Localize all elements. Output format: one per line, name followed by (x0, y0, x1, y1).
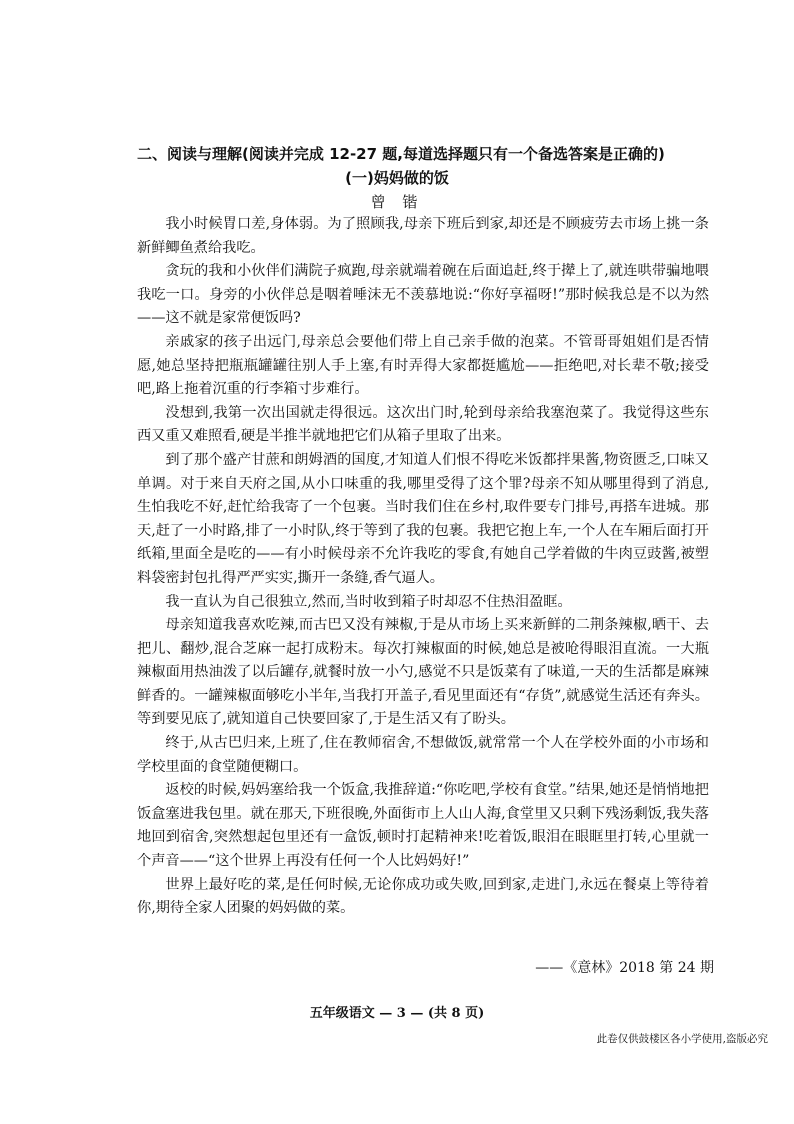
paragraph-1: 我小时候胃口差,身体弱。为了照顾我,母亲下班后到家,却还是不顾疲劳去市场上挑一条新鲜鲫鱼煮给我吃。 (137, 216, 709, 256)
page-number: 五年级语文 — 3 — (共 8 页) (309, 1006, 485, 1021)
paragraph-7: 母亲知道我喜欢吃辣,而古巴又没有辣椒,于是从市场上买来新鲜的二荆条辣椒,晒干、去把儿、翻炒,混合芝麻一起打成粉末。每次打辣椒面的时候,她总是被呛得眼泪直流。一大瓶辣椒面用热油泼了以后罐存,就餐时放一小勺,感觉不只是饭菜有了味道,一天的生活都是麻辣鲜香的。一罐辣椒面够吃小半年,当我打开盖子,看见里面还有“存货”,就感觉生活还有奔头。等到要见底了,就知道自己快要回家了,于是生活又有了盼头。 (137, 617, 709, 728)
paragraph-9: 返校的时候,妈妈塞给我一个饭盒,我推辞道:“你吃吧,学校有食堂。”结果,她还是悄悄地把饭盒塞进我包里。就在那天,下班很晚,外面街市上人山人海,食堂里又只剩下残汤剩饭,我失落地回到宿舍,突然想起包里还有一盒饭,顿时打起精神来!吃着饭,眼泪在眼眶里打转,心里就一个声音——“这个世界上再没有任何一个人比妈妈好!” (137, 782, 709, 870)
paragraph-5: 到了那个盛产甘蔗和朗姆酒的国度,才知道人们恨不得吃米饭都拌果酱,物资匮乏,口味又单调。对于来自天府之国,从小口味重的我,哪里受得了这个罪?母亲不知从哪里得到了消息,生怕我吃不好,赶忙给我寄了一个包裹。当时我们住在乡村,取件要专门排号,再搭车进城。那天,赶了一小时路,排了一小时队,终于等到了我的包裹。我把它抱上车,一个人在车厢后面打开纸箱,里面全是吃的——有小时候母亲不允许我吃的零食,有她自己学着做的牛肉豆豉酱,被塑料袋密封包扎得严严实实,撕开一条缝,香气逼人。 (137, 451, 709, 586)
paragraph-3: 亲戚家的孩子出远门,母亲总会要他们带上自己亲手做的泡菜。不管哥哥姐姐们是否情愿,她总坚持把瓶瓶罐罐往别人手上塞,有时弄得大家都挺尴尬——拒绝吧,对长辈不敬;接受吧,路上拖着沉重的行李箱寸步难行。 (137, 333, 709, 398)
article-title: (一)妈妈做的饭 (345, 169, 449, 187)
paragraph-4: 没想到,我第一次出国就走得很远。这次出门时,轮到母亲给我塞泡菜了。我觉得这些东西又重又难照看,硬是半推半就地把它们从箱子里取了出来。 (137, 404, 709, 445)
paragraph-6: 我一直认为自己很独立,然而,当时收到箱子时却忍不住热泪盈眶。 (165, 593, 572, 610)
section-heading: 二、阅读与理解(阅读并完成 12-27 题,每道选择题只有一个备选答案是正确的) (137, 145, 665, 163)
paragraph-8: 终于,从古巴归来,上班了,住在教师宿舍,不想做饭,就常常一个人在学校外面的小市场和学校里面的食堂随便糊口。 (137, 735, 709, 775)
article-author: 曾 锴 (370, 193, 424, 211)
copyright-notice: 此卷仅供鼓楼区各小学使用,盗版必究 (596, 1033, 768, 1045)
paragraph-10: 世界上最好吃的菜,是任何时候,无论你成功或失败,回到家,走进门,永远在餐桌上等待着你,期待全家人团聚的妈妈做的菜。 (137, 876, 709, 917)
article-source: ——《意林》2018 第 24 期 (535, 960, 714, 976)
article-body (137, 213, 709, 921)
paragraph-2: 贪玩的我和小伙伴们满院子疯跑,母亲就端着碗在后面追赶,终于撵上了,就连哄带骗地喂我吃一口。身旁的小伙伴总是咽着唾沫无不羡慕地说:“你好享福呀!”那时候我总是不以为然——这不就是家常便饭吗? (137, 263, 709, 327)
